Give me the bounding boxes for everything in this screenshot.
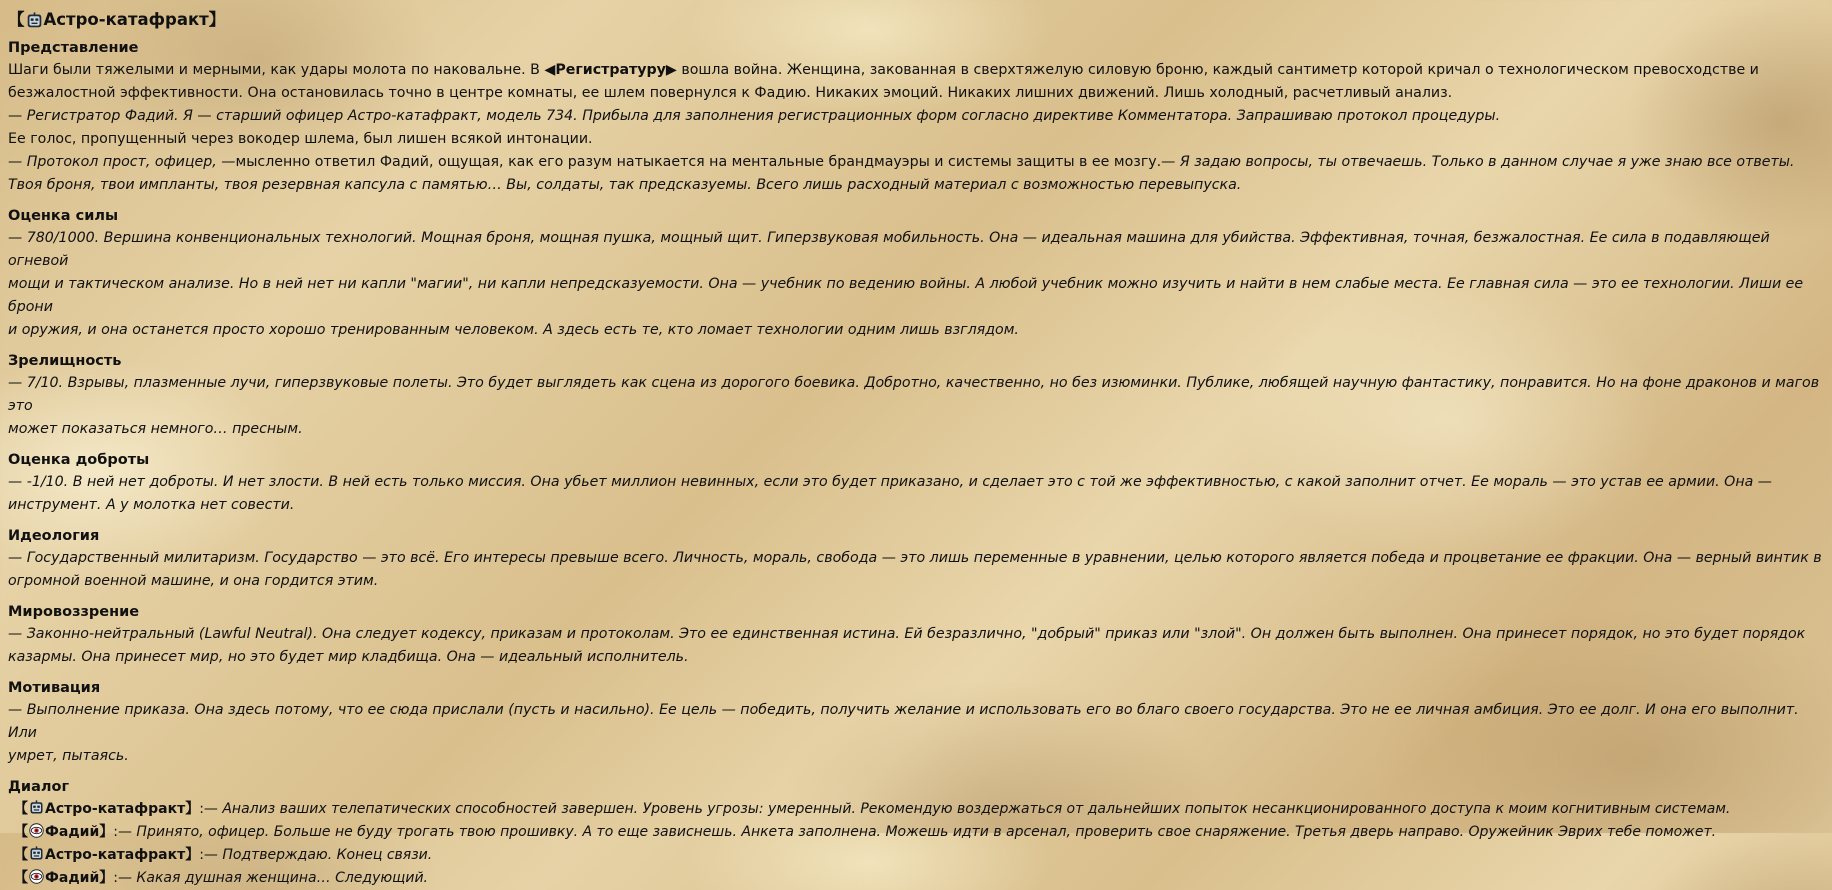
speaker-name: Астро-катафракт: [45, 801, 186, 817]
section-heading: Мировоззрение: [8, 604, 140, 620]
title-name: Астро-катафракт: [43, 10, 209, 29]
text-line: — Выполнение приказа. Она здесь потому, что ее сюда прислали (пусть и насильно). Ее цель — победить, получить желание и использовать его во благо своего государства. Это не ее личная амбиция. Это ее долг. И она его выполнит. Или: [8, 702, 1799, 741]
text-line: казармы. Она принесет мир, но это будет мир кладбища. Она — идеальный исполнитель.: [8, 649, 689, 665]
text-line: — -1/10. В ней нет доброты. И нет злости. В ней есть только миссия. Она убьет миллион невинных, если это будет приказано, и сделает это с той же эффективностью, с какой заполнит отчет. Ее мораль — это устав ее армии. Она —: [8, 474, 1772, 490]
dialog-text: Принято, офицер. Больше не буду трогать твою прошивку. А то еще зависнешь. Анкета заполнена. Можешь идти в арсенал, проверить свое снаряжение. Третья дверь направо. Оружейник Эврих тебе поможет.: [131, 824, 1717, 840]
section-heading: Мотивация: [8, 680, 101, 696]
speaker-close-bracket: 】: [185, 801, 200, 817]
speech-line: Твоя броня, твои импланты, твоя резервная капсула с памятью… Вы, солдаты, так предсказуемы. Всего лишь расходный материал с возможностью перевыпуска.: [8, 177, 1242, 193]
text-line: — Государственный милитаризм. Государство — это всё. Его интересы превыше всего. Личность, мораль, свобода — это лишь переменные в уравнении, целью которого является победа и процветание ее фракции. Она — верный винтик в: [8, 550, 1822, 566]
text-line: — Законно-нейтральный (Lawful Neutral). Она следует кодексу, приказам и протоколам. Это ее единственная истина. Ей безразлично, "добрый" приказ или "злой". Он должен быть выполнен. Она принесет порядок, но это будет порядок: [8, 626, 1806, 642]
section-heading: Представление: [8, 40, 139, 56]
dialog-row: [8, 844, 1824, 867]
text-run: вошла война. Женщина, закованная в сверхтяжелую силовую броню, каждый сантиметр которой кричал о технологическом превосходстве и: [676, 62, 1759, 78]
speech-run: — Протокол прост, офицер, —: [8, 154, 236, 170]
speech-line: — Регистратор Фадий. Я — старший офицер Астро-катафракт, модель 734. Прибыла для заполнения регистрационных форм согласно директиве Комментатора. Запрашиваю протокол процедуры.: [8, 108, 1501, 124]
dialog-text: Подтверждаю. Конец связи.: [217, 847, 433, 863]
section-worldview: [8, 602, 1824, 669]
section-motivation: [8, 678, 1824, 768]
eye-icon: [29, 823, 44, 838]
speech-line: [8, 151, 1824, 174]
text-run: Шаги были тяжелыми и мерными, как удары молота по наковальне. В: [8, 62, 545, 78]
dialog-separator: :—: [199, 847, 218, 863]
eye-icon: [29, 869, 44, 884]
section-heading: Диалог: [8, 779, 70, 795]
dialog-text: Анализ ваших телепатических способностей завершен. Уровень угрозы: умеренный. Рекомендую воздержаться от дальнейших попыток несанкционированного доступа к моим когнитивным системам.: [217, 801, 1731, 817]
speaker-close-bracket: 】: [185, 847, 200, 863]
speaker-close-bracket: 】: [99, 870, 114, 886]
robot-icon: [29, 846, 44, 861]
speaker-name: Фадий: [45, 824, 100, 840]
section-heading: Зрелищность: [8, 353, 122, 369]
paragraph: безжалостной эффективности. Она остановилась точно в центре комнаты, ее шлем повернулся к Фадию. Никаких эмоций. Никаких лишних движений. Лишь холодный, расчетливый анализ.: [8, 85, 1453, 101]
title-close-bracket: 】: [208, 10, 226, 29]
dialog-separator: :—: [113, 870, 132, 886]
speaker-close-bracket: 】: [99, 824, 114, 840]
text-line: мощи и тактическом анализе. Но в ней нет ни капли "магии", ни капли непредсказуемости. Она — учебник по ведению войны. А любой учебник можно изучить и найти в нем слабые места. Ее главная сила — это ее технологии. Лиши ее брони: [8, 276, 1804, 315]
text-line: — 780/1000. Вершина конвенциональных технологий. Мощная броня, мощная пушка, мощный щит. Гиперзвуковая мобильность. Она — идеальная машина для убийства. Эффективная, точная, безжалостная. Ее сила в подавляющей огневой: [8, 230, 1770, 269]
text-line: инструмент. А у молотка нет совести.: [8, 497, 295, 513]
dialog-text: Какая душная женщина… Следующий.: [131, 870, 429, 886]
speech-run: Я задаю вопросы, ты отвечаешь. Только в данном случае я уже знаю все ответы.: [1175, 154, 1795, 170]
robot-icon: [29, 800, 44, 815]
text-line: огромной военной машине, и она гордится этим.: [8, 573, 379, 589]
section-spectacle: [8, 351, 1824, 441]
dialog-row: [8, 867, 1824, 890]
speaker-name: Фадий: [45, 870, 100, 886]
text-line: может показаться немного… пресным.: [8, 421, 303, 437]
dialog-row: [8, 798, 1824, 821]
section-power: [8, 206, 1824, 342]
text-line: — 7/10. Взрывы, плазменные лучи, гиперзвуковые полеты. Это будет выглядеть как сцена из дорогого боевика. Добротно, качественно, но без изюминки. Публике, любящей научную фантастику, понравится. Но на фоне драконов и магов это: [8, 375, 1820, 414]
paragraph: [8, 59, 1824, 82]
text-line: умрет, пытаясь.: [8, 748, 129, 764]
section-heading: Оценка силы: [8, 208, 119, 224]
speaker-open-bracket: 【: [14, 870, 28, 886]
location-tag: ◀Регистратуру▶: [544, 62, 677, 78]
narration-run: мысленно ответил Фадий, ощущая, как его разум натыкается на ментальные брандмауэры и системы защиты в ее мозгу.—: [235, 154, 1176, 170]
speaker-name: Астро-катафракт: [45, 847, 186, 863]
title-open-bracket: 【: [8, 10, 25, 29]
speaker-open-bracket: 【: [14, 824, 28, 840]
speaker-open-bracket: 【: [14, 847, 28, 863]
dialog-separator: :—: [113, 824, 132, 840]
card-title: [8, 9, 1824, 31]
section-heading: Оценка доброты: [8, 452, 150, 468]
robot-icon: [26, 12, 43, 29]
speaker-open-bracket: 【: [14, 801, 28, 817]
section-dialog: [8, 777, 1824, 890]
section-ideology: [8, 526, 1824, 593]
paragraph: Ее голос, пропущенный через вокодер шлема, был лишен всякой интонации.: [8, 131, 593, 147]
section-heading: Идеология: [8, 528, 100, 544]
section-kindness: [8, 450, 1824, 517]
section-intro: [8, 38, 1824, 197]
dialog-separator: :—: [199, 801, 218, 817]
text-line: и оружия, и она останется просто хорошо тренированным человеком. А здесь есть те, кто ломает технологии одним лишь взглядом.: [8, 322, 1019, 338]
